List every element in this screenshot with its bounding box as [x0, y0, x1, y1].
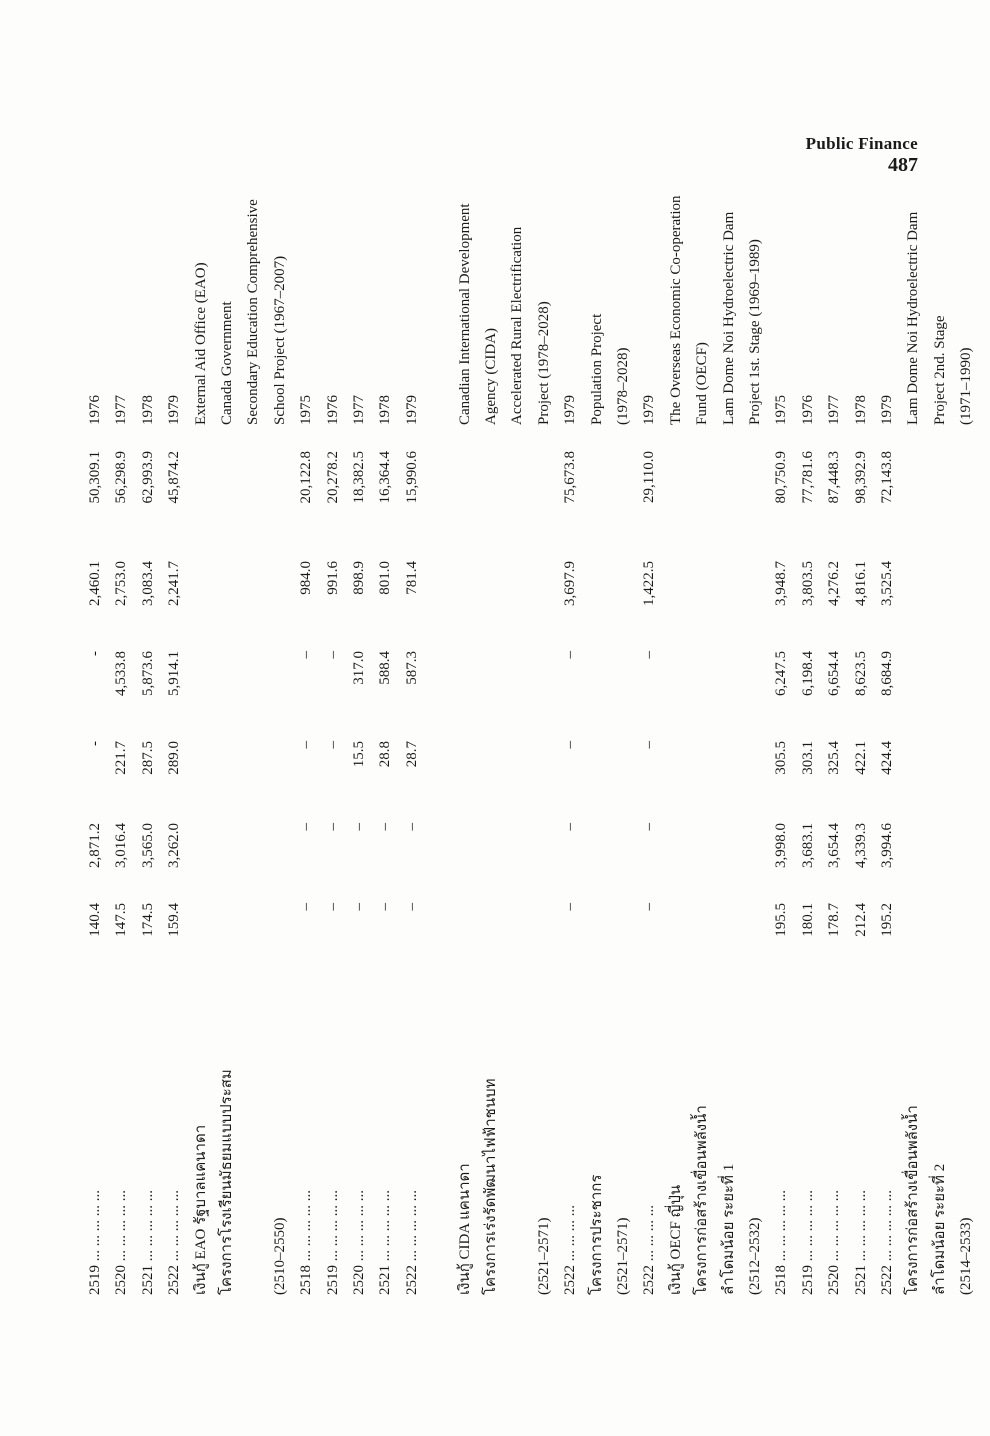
english-label: Accelerated Rural Electrification: [509, 226, 526, 425]
english-label: Canadian International Development: [456, 203, 473, 425]
table-row: [771, 45, 797, 1295]
thai-label: โครงการโรงเรียนมัธยมแบบประสม: [219, 1069, 235, 1295]
value-cell: 5,914.1: [166, 651, 183, 696]
value-cell: 3,994.6: [879, 823, 895, 868]
value-cell: 20,278.2: [324, 451, 341, 504]
table-row: [587, 45, 613, 1295]
table-row: [613, 45, 639, 1295]
value-cell: 20,122.8: [298, 451, 315, 504]
value-cell: 984.0: [298, 561, 315, 595]
value-cell: –: [403, 823, 420, 831]
value-cell: 4,816.1: [852, 561, 869, 606]
value-cell: 87,448.3: [826, 451, 843, 504]
english-label: 1978: [139, 395, 156, 425]
english-label: 1977: [351, 395, 367, 425]
thai-label: 2519 ... ... ... ... ...: [324, 1190, 341, 1295]
thai-label: (2521–2571): [535, 1217, 552, 1295]
running-header: Public Finance: [805, 134, 918, 153]
value-cell: 303.1: [799, 741, 816, 775]
value-cell: 28.7: [403, 741, 420, 768]
english-label: 1977: [113, 395, 130, 425]
english-label: 1977: [826, 395, 843, 425]
table-row: [138, 45, 164, 1295]
value-cell: 50,309.1: [87, 451, 103, 504]
value-cell: 325.4: [826, 741, 843, 775]
value-cell: –: [298, 741, 315, 749]
value-cell: 29,110.0: [641, 451, 658, 503]
table-row: [692, 45, 718, 1295]
value-cell: 4,533.8: [113, 651, 130, 696]
value-cell: 212.4: [852, 903, 869, 937]
table-row: [560, 45, 586, 1295]
thai-label: 2522 ... ... ... ...: [641, 1205, 658, 1295]
value-cell: –: [298, 651, 315, 659]
value-cell: 3,525.4: [879, 561, 895, 606]
table-row: [85, 45, 111, 1295]
thai-label: 2520 ... ... ... ... ...: [113, 1190, 130, 1295]
value-cell: 8,623.5: [852, 651, 869, 696]
thai-label: 2519 ... ... ... ... ...: [799, 1190, 816, 1295]
value-cell: 18,382.5: [351, 451, 367, 504]
value-cell: –: [641, 651, 658, 659]
value-cell: 801.0: [377, 561, 394, 595]
table-row: [191, 45, 217, 1295]
table-row: [956, 45, 982, 1295]
value-cell: 3,262.0: [166, 823, 183, 868]
value-cell: 195.5: [773, 903, 790, 937]
value-cell: 2,460.1: [87, 561, 103, 606]
value-cell: 3,565.0: [139, 823, 156, 868]
table-row: [270, 45, 296, 1295]
value-cell: 140.4: [87, 903, 103, 937]
value-cell: 45,874.2: [166, 451, 183, 504]
table-row: [243, 45, 269, 1295]
thai-label: 2518 ... ... ... ... ...: [773, 1190, 790, 1295]
english-label: Population Project: [588, 313, 605, 425]
thai-label: ลำโดมน้อย ระยะที่ 1: [720, 1163, 737, 1295]
value-cell: 287.5: [139, 741, 156, 775]
value-cell: 75,673.8: [562, 451, 579, 504]
value-cell: 15,990.6: [403, 451, 420, 504]
value-cell: –: [641, 903, 658, 911]
table-row: [111, 45, 137, 1295]
table-row: [798, 45, 824, 1295]
value-cell: 62,993.9: [139, 451, 156, 504]
thai-label: 2520 ... ... ... ... ...: [351, 1190, 367, 1295]
thai-label: เงินกู้ CIDA แคนาดา: [456, 1163, 473, 1295]
english-label: 1979: [641, 395, 658, 425]
english-label: (1978–2028): [615, 347, 631, 425]
page-number: 487: [888, 154, 918, 176]
thai-label: 2521 ... ... ... ... ...: [852, 1190, 869, 1295]
value-cell: –: [562, 741, 579, 749]
value-cell: 3,683.1: [799, 823, 816, 868]
english-label: (1971–1990): [958, 347, 975, 425]
value-cell: 898.9: [351, 561, 367, 595]
thai-label: ลำโดมน้อย ระยะที่ 2: [931, 1163, 948, 1295]
value-cell: -: [87, 651, 103, 656]
table-row: [481, 45, 507, 1295]
english-label: Canada Government: [219, 301, 235, 425]
english-label: The Overseas Economic Co-operation: [667, 195, 684, 425]
english-label: 1975: [298, 395, 315, 425]
english-label: External Aid Office (EAO): [192, 262, 209, 425]
value-cell: 180.1: [799, 903, 816, 937]
value-cell: 3,998.0: [773, 823, 790, 868]
thai-label: 2521 ... ... ... ... ...: [139, 1190, 156, 1295]
english-label: Fund (OECF): [694, 342, 711, 425]
english-label: Project 2nd. Stage: [931, 315, 948, 425]
value-cell: 6,654.4: [826, 651, 843, 696]
value-cell: 3,803.5: [799, 561, 816, 606]
thai-label: (2514–2533): [958, 1217, 975, 1295]
english-label: Lam Dome Noi Hydroelectric Dam: [905, 211, 922, 425]
thai-label: โครงการก่อสร้างเขื่อนพลังน้ำ: [905, 1105, 922, 1295]
table-row: [877, 45, 903, 1295]
value-cell: –: [641, 823, 658, 831]
table-row: [745, 45, 771, 1295]
value-cell: 305.5: [773, 741, 790, 775]
value-cell: 72,143.8: [879, 451, 895, 504]
value-cell: –: [298, 903, 315, 911]
table-row: [164, 45, 190, 1295]
value-cell: 56,298.9: [113, 451, 130, 504]
thai-label: 2519 ... ... ... ... ...: [87, 1190, 103, 1295]
english-label: 1979: [562, 395, 579, 425]
english-label: Lam Dome Noi Hydroelectric Dam: [720, 211, 737, 425]
table-row: [323, 45, 349, 1295]
thai-label: เงินกู้ OECF ญี่ปุ่น: [667, 1184, 684, 1295]
english-label: 1978: [377, 395, 394, 425]
thai-label: 2518 ... ... ... ... ...: [298, 1190, 315, 1295]
table-row: [507, 45, 533, 1295]
table-row: [930, 45, 956, 1295]
value-cell: 1,422.5: [641, 561, 658, 606]
value-cell: 3,016.4: [113, 823, 130, 868]
table-row: [903, 45, 929, 1295]
rotated-finance-table: [85, 45, 975, 1295]
value-cell: 588.4: [377, 651, 394, 685]
english-label: 1976: [799, 395, 816, 425]
value-cell: 8,684.9: [879, 651, 895, 696]
value-cell: –: [377, 903, 394, 911]
value-cell: 16,364.4: [377, 451, 394, 504]
value-cell: –: [562, 903, 579, 911]
table-row: [534, 45, 560, 1295]
thai-label: โครงการเร่งรัดพัฒนาไฟฟ้าชนบท: [483, 1078, 499, 1295]
value-cell: –: [324, 741, 341, 749]
thai-label: เงินกู้ EAO รัฐบาลแคนาดา: [192, 1124, 209, 1295]
thai-label: 2520 ... ... ... ... ...: [826, 1190, 843, 1295]
value-cell: 991.6: [324, 561, 341, 595]
value-cell: 77,781.6: [799, 451, 816, 504]
value-cell: –: [298, 823, 315, 831]
value-cell: 424.4: [879, 741, 895, 775]
english-label: Project (1978–2028): [535, 301, 552, 425]
english-label: 1976: [324, 395, 341, 425]
value-cell: 15.5: [351, 741, 367, 768]
table-row: [719, 45, 745, 1295]
value-cell: 422.1: [852, 741, 869, 775]
value-cell: 2,753.0: [113, 561, 130, 606]
table-row: [375, 45, 401, 1295]
english-label: 1979: [166, 395, 183, 425]
table-row: [639, 45, 665, 1295]
value-cell: –: [324, 823, 341, 831]
table-row: [666, 45, 692, 1295]
table-row: [349, 45, 375, 1295]
value-cell: 2,871.2: [87, 823, 103, 868]
value-cell: 3,697.9: [562, 561, 579, 606]
english-label: Project 1st. Stage (1969–1989): [747, 239, 763, 425]
table-row: [824, 45, 850, 1295]
value-cell: 6,198.4: [799, 651, 816, 696]
thai-label: 2522 ... ... ... ... ...: [403, 1190, 420, 1295]
value-cell: –: [641, 741, 658, 749]
english-label: Secondary Education Comprehensive: [245, 199, 262, 425]
thai-label: โครงการก่อสร้างเขื่อนพลังน้ำ: [694, 1105, 711, 1295]
table-row: [851, 45, 877, 1295]
value-cell: 147.5: [113, 903, 130, 937]
value-cell: –: [562, 823, 579, 831]
table-row: [455, 45, 481, 1295]
english-label: 1975: [773, 395, 790, 425]
value-cell: 4,276.2: [826, 561, 843, 606]
value-cell: –: [324, 903, 341, 911]
thai-label: 2522 ... ... ... ...: [562, 1205, 579, 1295]
value-cell: 289.0: [166, 741, 183, 775]
value-cell: 587.3: [403, 651, 420, 685]
value-cell: 781.4: [403, 561, 420, 595]
table-row: [296, 45, 322, 1295]
value-cell: 178.7: [826, 903, 843, 937]
table-row: [428, 45, 454, 1295]
value-cell: 98,392.9: [852, 451, 869, 504]
thai-label: (2521–2571): [615, 1217, 631, 1295]
english-label: 1979: [403, 395, 420, 425]
value-cell: 174.5: [139, 903, 156, 937]
table-row: [402, 45, 428, 1295]
value-cell: 159.4: [166, 903, 183, 937]
value-cell: 221.7: [113, 741, 130, 775]
value-cell: 3,948.7: [773, 561, 790, 606]
value-cell: –: [403, 903, 420, 911]
english-label: 1976: [87, 395, 103, 425]
thai-label: 2522 ... ... ... ... ...: [166, 1190, 183, 1295]
value-cell: 5,873.6: [139, 651, 156, 696]
value-cell: 3,654.4: [826, 823, 843, 868]
value-cell: –: [324, 651, 341, 659]
thai-label: 2521 ... ... ... ... ...: [377, 1190, 394, 1295]
english-label: School Project (1967–2007): [271, 255, 288, 425]
value-cell: –: [562, 651, 579, 659]
thai-label: (2512–2532): [747, 1217, 763, 1295]
english-label: 1979: [879, 395, 895, 425]
value-cell: 6,247.5: [773, 651, 790, 696]
value-cell: 28.8: [377, 741, 394, 768]
value-cell: -: [87, 741, 103, 746]
value-cell: 3,083.4: [139, 561, 156, 606]
value-cell: –: [377, 823, 394, 831]
thai-label: 2522 ... ... ... ... ...: [879, 1190, 895, 1295]
value-cell: –: [351, 903, 367, 911]
value-cell: 80,750.9: [773, 451, 790, 504]
thai-label: โครงการประชากร: [588, 1174, 605, 1295]
thai-label: (2510–2550): [271, 1217, 288, 1295]
english-label: 1978: [852, 395, 869, 425]
value-cell: 4,339.3: [852, 823, 869, 868]
value-cell: 317.0: [351, 651, 367, 685]
value-cell: 195.2: [879, 903, 895, 937]
english-label: Agency (CIDA): [483, 327, 499, 425]
table-row: [217, 45, 243, 1295]
value-cell: –: [351, 823, 367, 831]
value-cell: 2,241.7: [166, 561, 183, 606]
